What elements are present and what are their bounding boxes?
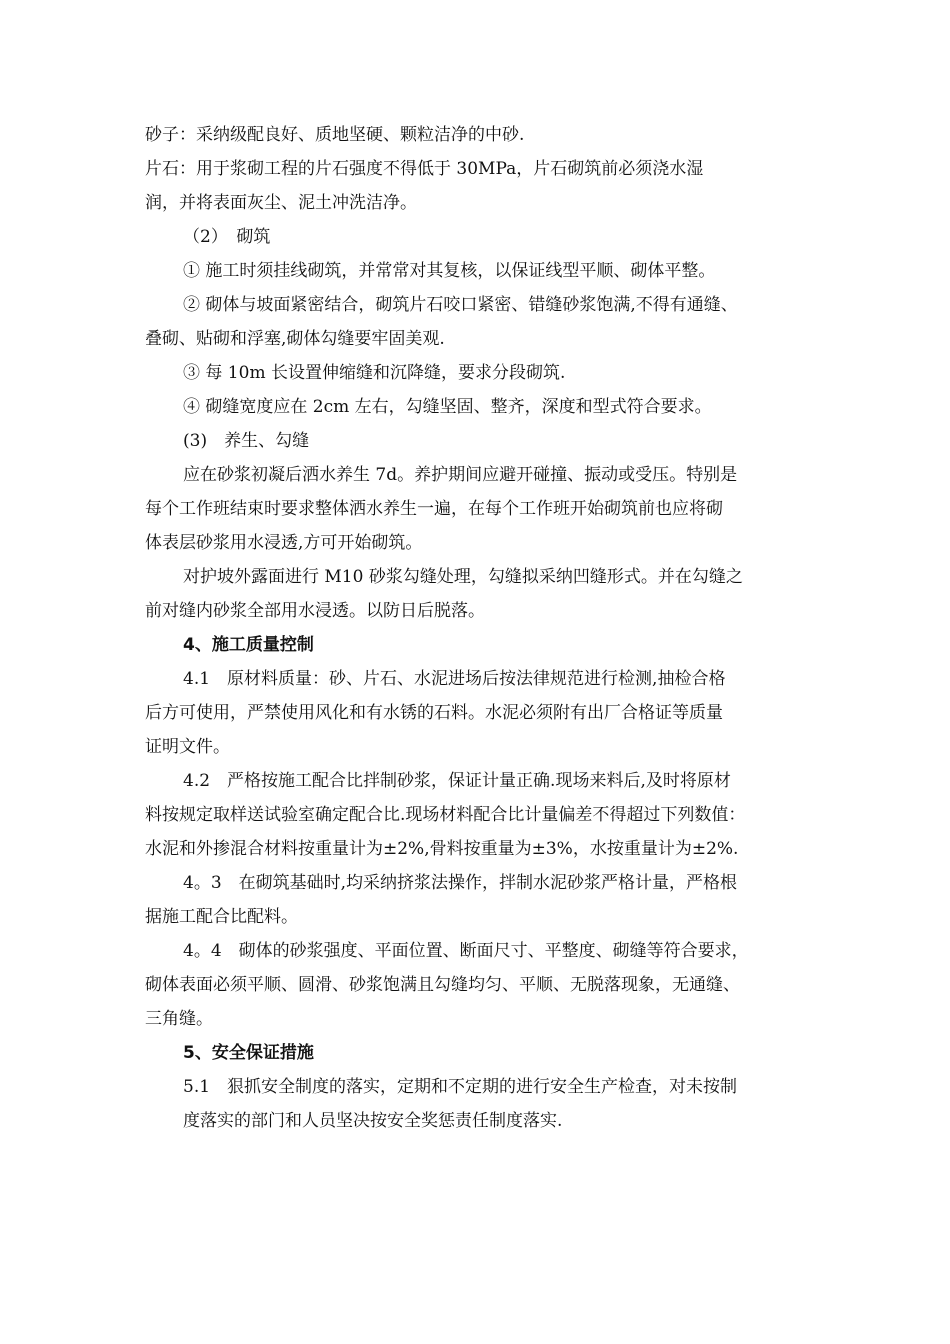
document-body [145, 118, 825, 1138]
list-item-2-cont: 叠砌、贴砌和浮塞,砌体勾缝要牢固美观. [145, 329, 445, 349]
text-line-4-2: 4.2 严格按施工配合比拌制砂浆，保证计量正确.现场来料后,及时将原材 [183, 771, 731, 791]
text-line-4-3-cont: 据施工配合比配料。 [145, 907, 298, 927]
text-line-sand: 砂子：采纳级配良好、质地坚硬、颗粒洁净的中砂. [145, 125, 525, 145]
text-line-4-4: 4。4 砌体的砂浆强度、平面位置、断面尺寸、平整度、砌缝等符合要求， [183, 941, 749, 961]
subheading-curing: (3) 养生、勾缝 [183, 431, 310, 451]
section-heading-quality: 4、施工质量控制 [183, 635, 314, 655]
text-line-curing: 应在砂浆初凝后洒水养生 7d。养护期间应避开碰撞、振动或受压。特别是 [183, 465, 738, 485]
text-line-4-2-cont-1: 料按规定取样送试验室确定配合比.现场材料配合比计量偏差不得超过下列数值： [145, 805, 746, 825]
text-line-4-1-cont-2: 证明文件。 [145, 737, 230, 757]
text-line-5-1: 5.1 狠抓安全制度的落实，定期和不定期的进行安全生产检查，对未按制 [183, 1077, 738, 1097]
text-line-4-3: 4。3 在砌筑基础时,均采纳挤浆法操作，拌制水泥砂浆严格计量，严格根 [183, 873, 738, 893]
text-line-curing-cont-2: 体表层砂浆用水浸透,方可开始砌筑。 [145, 533, 423, 553]
text-line-4-1-cont-1: 后方可使用，严禁使用风化和有水锈的石料。水泥必须附有出厂合格证等质量 [145, 703, 723, 723]
text-line-curing-cont-1: 每个工作班结束时要求整体洒水养生一遍，在每个工作班开始砌筑前也应将砌 [145, 499, 723, 519]
section-heading-safety: 5、安全保证措施 [183, 1043, 314, 1063]
text-line-stone-cont: 润，并将表面灰尘、泥土冲洗洁净。 [145, 193, 417, 213]
list-item-2: ② 砌体与坡面紧密结合，砌筑片石咬口紧密、错缝砂浆饱满,不得有通缝、 [183, 295, 738, 315]
text-line-pointing-cont: 前对缝内砂浆全部用水浸透。以防日后脱落。 [145, 601, 485, 621]
text-line-pointing: 对护坡外露面进行 M10 砂浆勾缝处理，勾缝拟采纳凹缝形式。并在勾缝之 [183, 567, 743, 587]
text-line-4-2-cont-2: 水泥和外掺混合材料按重量计为±2%,骨料按重量为±3%，水按重量计为±2%. [145, 839, 739, 859]
text-line-stone: 片石：用于浆砌工程的片石强度不得低于 30MPa，片石砌筑前必须浇水湿 [145, 159, 704, 179]
text-line-5-1-cont: 度落实的部门和人员坚决按安全奖惩责任制度落实. [183, 1111, 563, 1131]
list-item-4: ④ 砌缝宽度应在 2cm 左右，勾缝坚固、整齐，深度和型式符合要求。 [183, 397, 712, 417]
text-line-4-4-cont-2: 三角缝。 [145, 1009, 213, 1029]
list-item-3: ③ 每 10m 长设置伸缩缝和沉降缝，要求分段砌筑. [183, 363, 566, 383]
list-item-1: ① 施工时须挂线砌筑，并常常对其复核，以保证线型平顺、砌体平整。 [183, 261, 716, 281]
text-line-4-1: 4.1 原材料质量：砂、片石、水泥进场后按法律规范进行检测,抽检合格 [183, 669, 726, 689]
subheading-masonry: （2） 砌筑 [183, 227, 271, 247]
text-line-4-4-cont-1: 砌体表面必须平顺、圆滑、砂浆饱满且勾缝均匀、平顺、无脱落现象，无通缝、 [145, 975, 740, 995]
